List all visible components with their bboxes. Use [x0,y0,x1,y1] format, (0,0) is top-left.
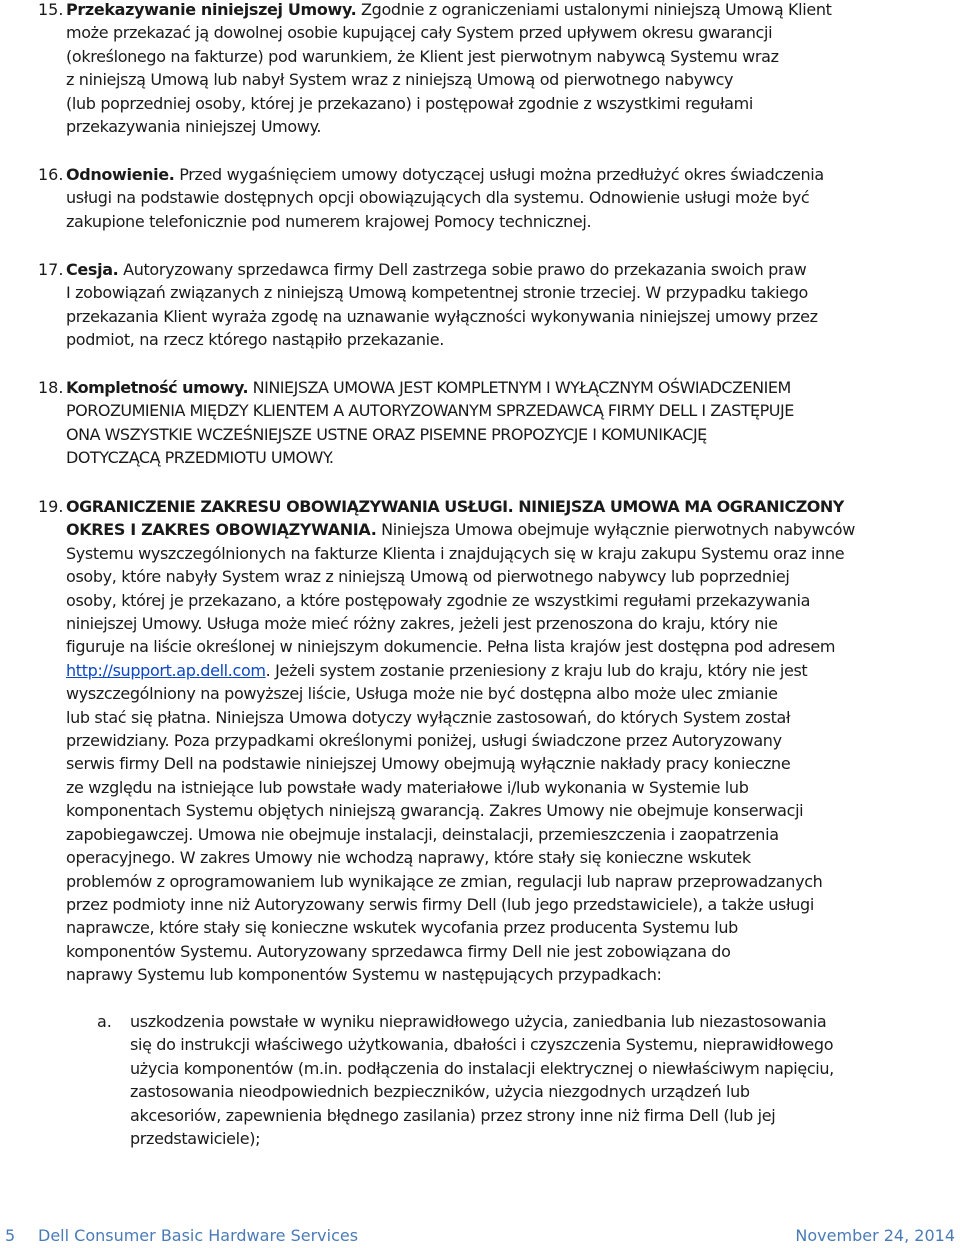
section-body [66,376,934,470]
section-line: przekazania Klient wyraża zgodę na uznawanie wyłączności wykonywania niniejszej umowy przez [66,306,818,326]
section-line: z niniejszą Umową lub nabył System wraz z niniejszą Umową od pierwotnego nabywcy [66,70,734,90]
section-line: Systemu wyszczególnionych na fakturze Klienta i znajdujących się w kraju zakupu Systemu oraz inne [66,543,845,563]
section-line: . Jeżeli system zostanie przeniesiony z kraju lub do kraju, który nie jest [265,660,808,680]
section-title: OKRES I ZAKRES OBOWIĄZYWANIA. [66,520,377,540]
section-number: 15. [38,0,64,19]
section-line: Niniejsza Umowa obejmuje wyłącznie pierwotnych nabywców [376,520,855,540]
section-title: OGRANICZENIE ZAKRESU OBOWIĄZYWANIA USŁUGI. NINIEJSZA UMOWA MA OGRANICZONY [66,497,844,516]
section-line: Zgodnie z ograniczeniami ustalonymi niniejszą Umową Klient [356,0,832,19]
section-line: DOTYCZĄCĄ PRZEDMIOTU UMOWY. [66,448,334,468]
section-line: przekazywania niniejszej Umowy. [66,117,322,137]
section-body [66,163,934,233]
list-item-line: uszkodzenia powstałe w wyniku nieprawidłowego użycia, zaniedbania lub niezastosowania [130,1012,827,1031]
section-line: komponentach Systemu objętych niniejszą gwarancją. Zakres Umowy nie obejmuje konserwacji [66,801,804,821]
support-link[interactable]: http://support.ap.dell.com [66,660,266,680]
section-line: lub stać się płatna. Niniejsza Umowa dotyczy wyłącznie zastosowań, do których System został [66,707,791,727]
section-line: wyszczególniony na powyższej liście, Usługa może nie być dostępna albo może ulec zmianie [66,684,778,704]
section-number: 17. [38,260,64,279]
section-number: 18. [38,378,64,397]
section-title: Cesja. [66,260,119,279]
section-line: ze względu na istniejące lub powstałe wady materiałowe i/lub wykonania w Systemie lub [66,777,749,797]
section-line: Przed wygaśnięciem umowy dotyczącej usługi można przedłużyć okres świadczenia [174,165,824,184]
section-line: (lub poprzedniej osoby, której je przekazano) i postępował zgodnie z wszystkimi regułami [66,93,753,113]
section-title: Kompletność umowy. [66,378,249,397]
section-line: naprawy Systemu lub komponentów Systemu w następujących przypadkach: [66,965,662,985]
section-line: zakupione telefonicznie pod numerem krajowej Pomocy technicznej. [66,211,592,231]
list-item-line: się do instrukcji właściwego użytkowania, dbałości i czyszczenia Systemu, nieprawidłowego [130,1035,834,1055]
section-line: osoby, które nabyły System wraz z niniejszą Umową od pierwotnego nabywcy lub poprzedniej [66,567,790,587]
section-line: naprawcze, które stały się konieczne wskutek wycofania przez producenta Systemu lub [66,918,738,938]
section-line: POROZUMIENIA MIĘDZY KLIENTEM A AUTORYZOWANYM SPRZEDAWCĄ FIRMY DELL I ZASTĘPUJE [66,401,794,421]
section-line: I zobowiązań związanych z niniejszą Umową kompetentnej stronie trzeciej. W przypadku takiego [66,283,808,303]
section-body [66,258,934,352]
section-line: (określonego na fakturze) pod warunkiem, że Klient jest pierwotnym nabywcą Systemu wraz [66,46,779,66]
section-line: osoby, której je przekazano, a które postępowały zgodnie ze wszystkimi regułami przekazywania [66,590,811,610]
section-line: NINIEJSZA UMOWA JEST KOMPLETNYM I WYŁĄCZNYM OŚWIADCZENIEM [248,378,791,397]
section-number: 16. [38,165,64,184]
section-line: podmiot, na rzecz którego nastąpiło przekazanie. [66,330,444,350]
section-line: Autoryzowany sprzedawca firmy Dell zastrzega sobie prawo do przekazania swoich praw [118,260,807,279]
section-line: komponentów Systemu. Autoryzowany sprzedawca firmy Dell nie jest zobowiązana do [66,941,731,961]
list-item-line: zastosowania nieodpowiednich bezpieczników, użycia niezgodnych urządzeń lub [130,1082,750,1102]
section-line: przewidziany. Poza przypadkami określonymi poniżej, usługi świadczone przez Autoryzowany [66,731,782,751]
page-number: 5 [5,1226,16,1245]
section-line: niniejszej Umowy. Usługa może mieć różny zakres, jeżeli jest przenoszona do kraju, który nie [66,614,778,634]
list-item-line: akcesoriów, zapewnienia błędnego zasilania) przez strony inne niż firma Dell (lub jej [130,1105,776,1125]
section-line: figuruje na liście określonej w niniejszym dokumencie. Pełna lista krajów jest dostępna pod adresem [66,637,836,657]
section-line: może przekazać ją dowolnej osobie kupującej cały System przed upływem okresu gwarancji [66,23,773,43]
list-item-line: przedstawiciele); [130,1129,261,1149]
list-item-label: a. [97,1012,112,1031]
section-title: Przekazywanie niniejszej Umowy. [66,0,357,19]
section-line: przez podmioty inne niż Autoryzowany serwis firmy Dell (lub jego przedstawiciele), a także usługi [66,894,814,914]
section-line: ONA WSZYSTKIE WCZEŚNIEJSZE USTNE ORAZ PISEMNE PROPOZYCJE I KOMUNIKACJĘ [66,424,707,444]
section-body [66,0,934,138]
section-line: zapobiegawczej. Umowa nie obejmuje instalacji, deinstalacji, przemieszczenia i zaopatrzenia [66,824,779,844]
section-line: operacyjnego. W zakres Umowy nie wchodzą naprawy, które stały się konieczne wskutek [66,848,751,868]
section-title: Odnowienie. [66,165,175,184]
section-body [66,495,934,987]
list-item-line: użycia komponentów (m.in. podłączenia do instalacji elektrycznej o niewłaściwym napięciu, [130,1058,834,1078]
section-line: problemów z oprogramowaniem lub wynikające ze zmian, regulacji lub napraw przeprowadzanych [66,871,823,891]
footer-title: Dell Consumer Basic Hardware Services [38,1226,359,1245]
list-item-text [130,1010,934,1150]
section-line: serwis firmy Dell na podstawie niniejszej Umowy obejmują wyłącznie nakłady pracy konieczne [66,754,791,774]
section-number: 19. [38,497,64,516]
footer-date: November 24, 2014 [795,1226,955,1245]
section-line: usługi na podstawie dostępnych opcji obowiązujących dla systemu. Odnowienie usługi może być [66,188,810,208]
